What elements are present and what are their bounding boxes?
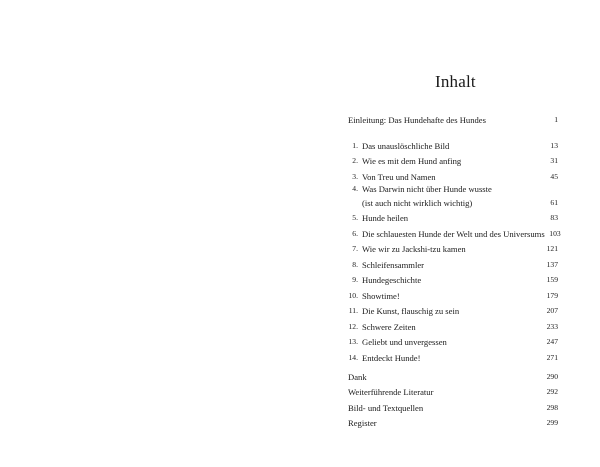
toc-entry[interactable] [348, 349, 558, 365]
chapter-number: 8. [352, 259, 358, 269]
chapter-title: Schleifensammler [362, 259, 425, 270]
chapter-number: 5. [352, 213, 358, 222]
toc-page-number: 13 [550, 140, 558, 150]
toc-page-number: 45 [550, 171, 558, 181]
toc-backmatter [348, 368, 558, 430]
toc-page-number: 179 [546, 290, 558, 300]
chapter-title: Die schlauesten Hunde der Welt und des Universums [362, 228, 545, 239]
chapter-number: 11. [348, 306, 358, 315]
chapter-number: 7. [352, 244, 358, 253]
toc-page-number: 207 [546, 306, 558, 315]
toc-page-number: 299 [546, 418, 558, 427]
toc-page-number: 61 [550, 197, 558, 207]
toc-entry[interactable] [348, 210, 558, 226]
toc-entry[interactable] [348, 303, 558, 319]
chapter-subtitle: (ist auch nicht wirklich wichtig) [362, 197, 473, 208]
toc-chapters [348, 137, 561, 365]
chapter-title: Das unauslöschliche Bild [362, 140, 450, 151]
toc-entry[interactable] [348, 153, 558, 169]
chapter-title: Showtime! [362, 290, 400, 301]
chapter-number: 2. [352, 156, 358, 165]
chapter-number: 10. [348, 290, 358, 300]
toc-entry[interactable] [348, 334, 558, 350]
chapter-number: 1. [352, 140, 358, 150]
toc-entry-title: Einleitung: Das Hundehafte des Hundes [348, 114, 486, 125]
toc-entry[interactable] [348, 415, 558, 431]
toc-entry[interactable] [348, 399, 558, 415]
chapter-title: Was Darwin nicht über Hunde wusste [362, 183, 492, 194]
toc-page-number: 31 [550, 156, 558, 165]
chapter-title: Wie es mit dem Hund anfing [362, 156, 462, 166]
toc-entry-title: Bild- und Textquellen [348, 402, 424, 413]
chapter-number: 9. [352, 275, 358, 284]
toc-page-number: 292 [546, 387, 558, 396]
chapter-title: Geliebt und unvergessen [362, 337, 447, 347]
toc-page-number: 1 [554, 114, 558, 124]
toc-entry[interactable] [348, 184, 558, 210]
toc-page-number: 298 [546, 402, 558, 412]
toc-entry[interactable] [348, 225, 561, 241]
chapter-number: 3. [352, 171, 358, 181]
toc-entry-title: Dank [348, 371, 367, 382]
chapter-title: Entdeckt Hunde! [362, 352, 421, 363]
toc-entry[interactable] [348, 272, 558, 288]
toc-entry[interactable] [348, 318, 558, 334]
chapter-title: Die Kunst, flauschig zu sein [362, 306, 460, 316]
toc-intro [348, 111, 558, 127]
toc-page-number: 159 [546, 275, 558, 284]
toc-entry[interactable] [348, 384, 558, 400]
toc-entry[interactable] [348, 137, 558, 153]
toc-entry-title: Weiterführende Literatur [348, 387, 434, 397]
chapter-number: 13. [348, 337, 358, 346]
toc-page-number: 83 [550, 213, 558, 222]
toc-page-number: 290 [546, 371, 558, 381]
toc-page-number: 247 [546, 337, 558, 346]
chapter-title: Wie wir zu Jackshi-tzu kamen [362, 244, 466, 254]
toc-page-number: 233 [546, 321, 558, 331]
chapter-number: 12. [348, 321, 358, 331]
toc-page-number: 137 [546, 259, 558, 269]
toc-entry[interactable] [348, 287, 558, 303]
toc-page-number: 103 [549, 228, 561, 238]
chapter-number: 6. [352, 228, 358, 238]
toc-entry[interactable] [348, 256, 558, 272]
chapter-number: 14. [348, 352, 358, 362]
chapter-title: Hunde heilen [362, 213, 409, 223]
toc-entry[interactable] [348, 241, 558, 257]
toc-title: Inhalt [435, 72, 476, 91]
toc-entry[interactable] [348, 111, 558, 127]
chapter-title: Hundegeschichte [362, 275, 422, 285]
chapter-number: 4. [352, 183, 358, 193]
toc-entry[interactable] [348, 368, 558, 384]
chapter-title: Schwere Zeiten [362, 321, 416, 332]
toc-entry-title: Register [348, 418, 377, 428]
toc-page-number: 271 [546, 352, 558, 362]
toc-page-number: 121 [546, 244, 558, 253]
chapter-title: Von Treu und Namen [362, 171, 436, 182]
